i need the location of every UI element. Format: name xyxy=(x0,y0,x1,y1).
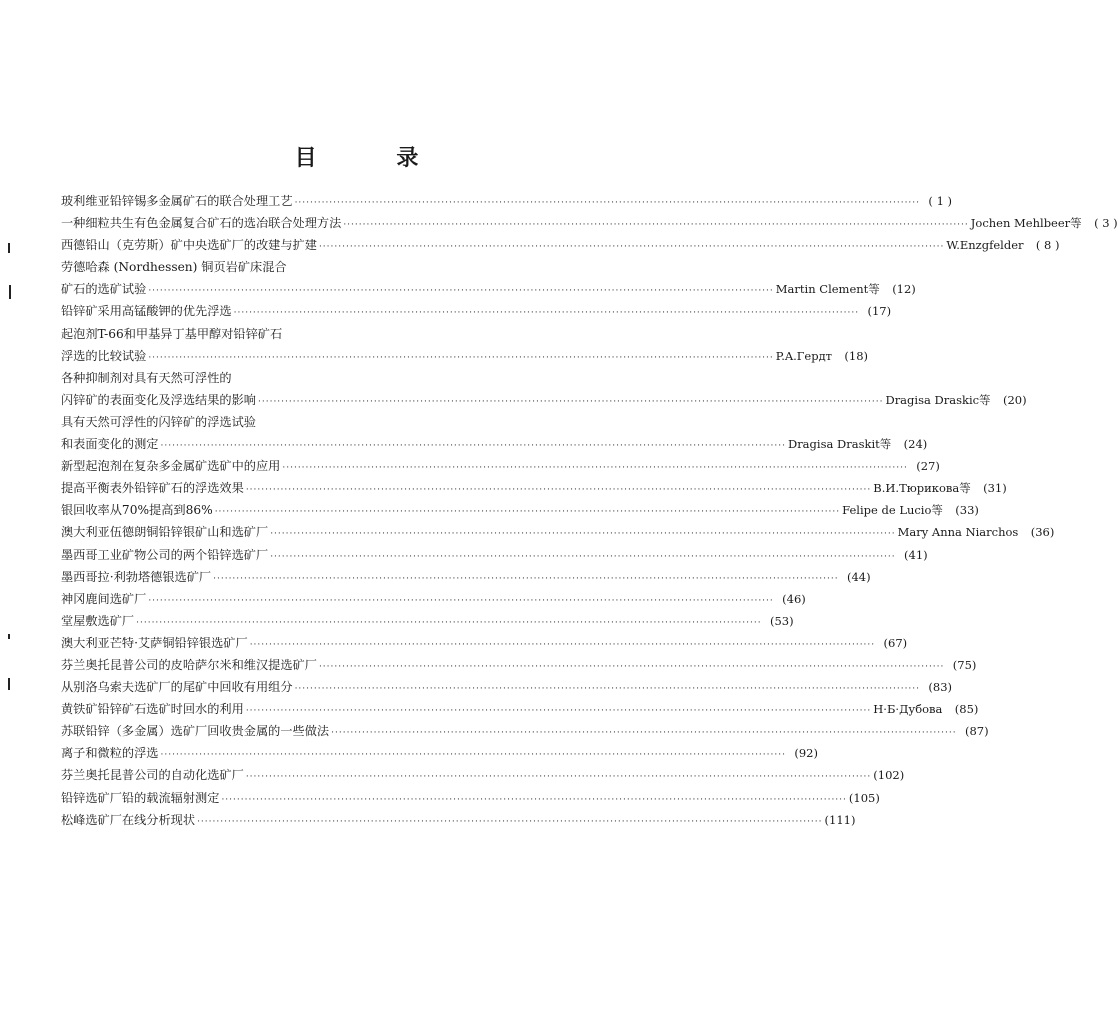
toc-entry-page: (44) xyxy=(846,569,871,584)
toc-entry xyxy=(61,787,880,809)
toc-leader-dots xyxy=(282,457,907,479)
toc-entry-page: (105) xyxy=(848,790,880,805)
toc-leader-dots xyxy=(161,744,786,766)
toc-entry-title: 银回收率从70%提高到86% xyxy=(61,503,213,518)
toc-entry-author: Dragisa Draskic等 xyxy=(885,392,991,407)
toc-entry-page: (36) xyxy=(1030,525,1055,540)
toc-leader-dots xyxy=(213,568,838,590)
toc-entry-title: 澳大利亚伍德朗铜铅锌银矿山和选矿厂 xyxy=(61,525,269,540)
toc-entry-title: 各种抑制剂对具有天然可浮性的 xyxy=(61,370,232,385)
toc-entry-author: P.A.Гердт xyxy=(775,348,833,363)
toc-entry-page: (75) xyxy=(952,657,977,672)
toc-entry-author: Dragisa Draskit等 xyxy=(787,437,892,452)
toc-entry-page: (85) xyxy=(954,702,979,717)
toc-entry xyxy=(61,610,794,632)
toc-entry-page: (17) xyxy=(867,304,892,319)
toc-entry-title: 矿石的选矿试验 xyxy=(61,282,147,297)
toc-leader-dots xyxy=(161,435,786,457)
toc-entry xyxy=(61,190,953,212)
toc-entry-title: 闪锌矿的表面变化及浮选结果的影响 xyxy=(61,392,256,407)
toc-entry xyxy=(61,698,979,720)
toc-entry xyxy=(61,654,977,676)
toc-entry-page: ( 3 ) xyxy=(1094,216,1118,231)
toc-entry-title: 铅锌矿采用高锰酸钾的优先浮选 xyxy=(61,304,232,319)
toc-entry-title: 起泡剂T-66和甲基异丁基甲醇对铅锌矿石 xyxy=(61,326,283,341)
toc-entry xyxy=(61,632,908,654)
toc-entry-page: (46) xyxy=(782,591,806,606)
toc-entry xyxy=(61,345,869,367)
toc-leader-dots xyxy=(215,501,840,523)
toc-entry-author: Martin Clement等 xyxy=(775,282,880,297)
toc-entry-title: 从别洛乌索夫选矿厂的尾矿中回收有用组分 xyxy=(61,680,293,695)
toc-leader-dots xyxy=(319,236,944,258)
toc-entry xyxy=(61,676,953,698)
toc-entry xyxy=(61,588,806,610)
toc-entry xyxy=(61,499,979,521)
toc-leader-dots xyxy=(136,612,761,634)
toc-entry-title: 苏联铅锌（多金属）选矿厂回收贵金属的一些做法 xyxy=(61,724,330,739)
toc-entry-title: 提高平衡表外铅锌矿石的浮选效果 xyxy=(61,481,244,496)
toc-entry xyxy=(61,411,629,433)
toc-entry-title: 新型起泡剂在复杂多金属矿选矿中的应用 xyxy=(61,459,281,474)
toc-entry-page: (20) xyxy=(1002,392,1027,407)
toc-entry-author: Mary Anna Niarchos xyxy=(897,525,1019,540)
toc-entry-title: 堂屋敷选矿厂 xyxy=(61,613,135,628)
toc-entry-page: (41) xyxy=(904,547,928,562)
toc-entry-page: (111) xyxy=(824,812,856,827)
toc-entry-title: 西德铅山（克劳斯）矿中央选矿厂的改建与扩建 xyxy=(61,238,317,253)
toc-leader-dots xyxy=(343,214,968,236)
toc-leader-dots xyxy=(148,590,773,612)
toc-entry-author: Н·Б·Дубова xyxy=(873,702,943,717)
toc-entry xyxy=(61,455,940,477)
toc-leader-dots xyxy=(197,811,822,833)
toc-entry xyxy=(61,300,892,322)
toc-entry xyxy=(61,212,1118,234)
toc-leader-dots xyxy=(319,656,944,678)
toc-entry-title: 神冈鹿间选矿厂 xyxy=(61,591,147,606)
toc-leader-dots xyxy=(331,722,956,744)
toc-entry xyxy=(61,367,629,389)
toc-entry-page: (87) xyxy=(964,724,989,739)
toc-entry xyxy=(61,278,916,300)
toc-leader-dots xyxy=(234,302,859,324)
toc-entry xyxy=(61,720,989,742)
toc-leader-dots xyxy=(258,391,883,413)
toc-leader-dots xyxy=(295,678,920,700)
toc-entry-title: 松峰选矿厂在线分析现状 xyxy=(61,812,196,827)
toc-entry-title: 玻利维亚铅锌锡多金属矿石的联合处理工艺 xyxy=(61,194,293,208)
toc-entry xyxy=(61,809,856,831)
toc-entry-page: (67) xyxy=(883,635,908,650)
toc-leader-dots xyxy=(148,280,773,302)
toc-entry-author: Felipe de Lucio等 xyxy=(842,503,943,518)
toc-entry-page: ( 1 ) xyxy=(928,194,953,208)
toc-entry-page: (53) xyxy=(769,613,794,628)
toc-leader-dots xyxy=(246,766,871,788)
toc-entry-title: 具有天然可浮性的闪锌矿的浮选试验 xyxy=(61,414,256,429)
toc-entry-title: 一种细粒共生有色金属复合矿石的选冶联合处理方法 xyxy=(61,216,342,231)
toc-entry-page: (18) xyxy=(844,348,869,363)
toc-entry-title: 澳大利亚芒特·艾萨铜铅锌银选矿厂 xyxy=(61,635,248,650)
toc-entry-title: 墨西哥拉·利勃塔德银选矿厂 xyxy=(61,569,212,584)
toc-entry xyxy=(61,742,818,764)
toc-entry xyxy=(61,544,928,566)
toc-entry-title: 芬兰奥托昆普公司的皮哈萨尔米和维汉提选矿厂 xyxy=(61,657,317,672)
toc-entry xyxy=(61,256,629,278)
toc-entry xyxy=(61,389,1027,411)
scan-mark xyxy=(8,678,10,690)
toc-entry-title: 和表面变化的测定 xyxy=(61,437,159,452)
scan-mark xyxy=(9,285,11,299)
toc-entry-title: 浮选的比较试验 xyxy=(61,348,147,363)
toc-entry xyxy=(61,764,905,786)
toc-entry xyxy=(61,477,1007,499)
toc-entry xyxy=(61,433,928,455)
toc-entry-title: 铅锌选矿厂铅的载流辐射测定 xyxy=(61,790,220,805)
toc-entry-page: (27) xyxy=(916,459,940,474)
toc-entry-title: 离子和微粒的浮选 xyxy=(61,746,159,761)
toc-leader-dots xyxy=(250,634,875,656)
scan-mark xyxy=(8,243,10,253)
toc-entry-author: W.Enzgfelder xyxy=(946,238,1024,253)
toc-entry-page: ( 8 ) xyxy=(1035,238,1060,253)
toc-entry-title: 劳德哈森 (Nordhessen) 铜页岩矿床混合 xyxy=(61,260,287,275)
toc-entry-page: (102) xyxy=(873,768,905,783)
toc-leader-dots xyxy=(246,700,871,722)
toc-leader-dots xyxy=(270,546,895,568)
toc-entry-title: 墨西哥工业矿物公司的两个铅锌选矿厂 xyxy=(61,547,269,562)
toc-entry-title: 黄铁矿铅锌矿石选矿时回水的利用 xyxy=(61,702,244,717)
toc-entry-page: (24) xyxy=(903,437,928,452)
toc-entry xyxy=(61,521,1055,543)
toc-entry-author: Jochen Mehlbeer等 xyxy=(970,216,1082,231)
toc-entry-page: (12) xyxy=(892,282,916,297)
toc-entry-author: В.И.Тюрикова等 xyxy=(873,481,971,496)
toc-entry xyxy=(61,323,629,345)
toc-entry-page: (83) xyxy=(928,680,953,695)
scan-mark xyxy=(8,634,10,639)
toc-leader-dots xyxy=(148,347,773,369)
table-of-contents xyxy=(61,190,1118,831)
toc-entry xyxy=(61,234,1060,256)
toc-leader-dots xyxy=(270,523,895,545)
toc-leader-dots xyxy=(295,192,920,214)
toc-leader-dots xyxy=(221,789,846,811)
toc-entry-title: 芬兰奥托昆普公司的自动化选矿厂 xyxy=(61,768,244,783)
toc-entry-page: (33) xyxy=(955,503,979,518)
toc-leader-dots xyxy=(246,479,871,501)
toc-entry-page: (92) xyxy=(794,746,818,761)
toc-entry xyxy=(61,566,871,588)
page-title: 目 录 xyxy=(294,145,455,171)
toc-entry-page: (31) xyxy=(983,481,1007,496)
